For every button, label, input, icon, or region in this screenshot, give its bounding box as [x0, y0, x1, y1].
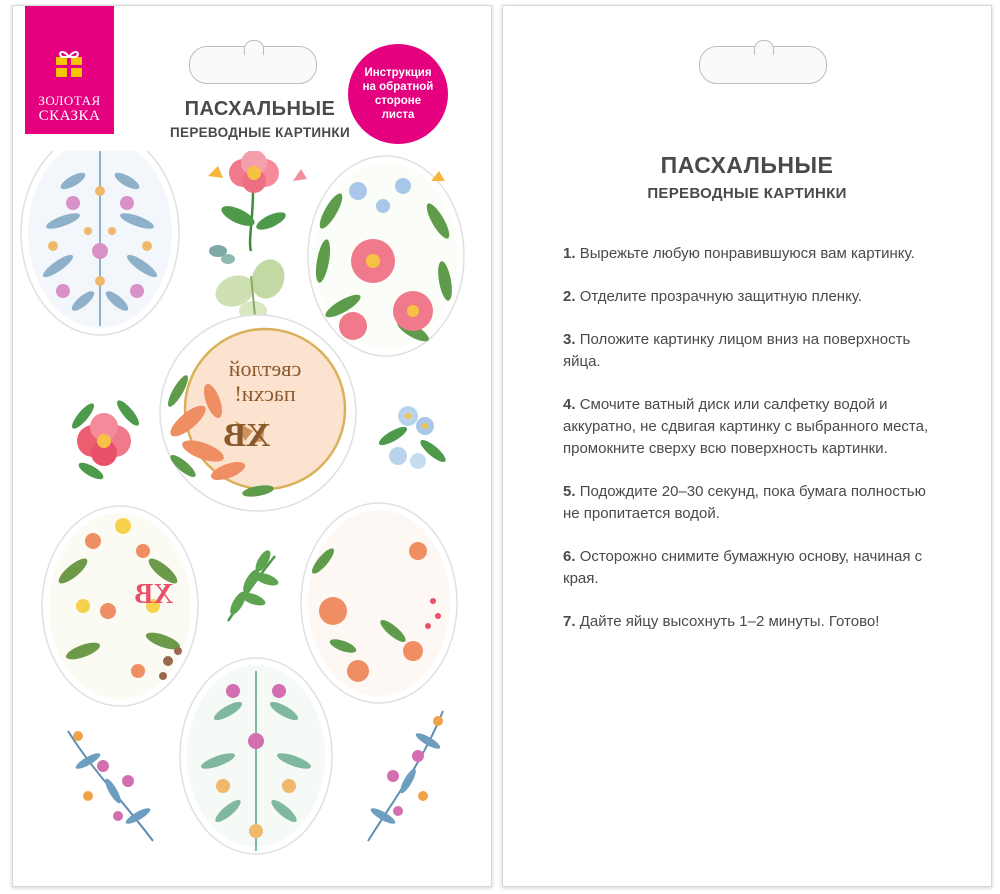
bottom-left-flowers-sticker: [68, 731, 153, 841]
brand-logo: [25, 6, 114, 134]
back-subtitle: ПЕРЕВОДНЫЕ КАРТИНКИ: [647, 185, 847, 202]
step-text: Подождите 20–30 секунд, пока бумага полностью не пропитается водой.: [563, 483, 926, 522]
easter-wreath-sticker: [160, 315, 356, 511]
instruction-badge: [348, 44, 448, 144]
step-number: 1.: [563, 245, 576, 262]
hang-hole: [699, 46, 827, 84]
back-title: ПАСХАЛЬНЫЕ: [660, 152, 834, 178]
back-card: [502, 5, 992, 887]
badge-line: на обратной: [362, 81, 434, 93]
front-title: ПАСХАЛЬНЫЕ: [184, 98, 336, 120]
step-text: Дайте яйцу высохнуть 1–2 минуты. Готово!: [579, 613, 880, 630]
instruction-steps: [563, 243, 935, 654]
instruction-step: [563, 243, 935, 265]
blue-flower-sticker: [377, 406, 449, 469]
step-number: 5.: [563, 483, 576, 500]
egg-monogram: ХВ: [134, 579, 174, 610]
step-text: Осторожно снимите бумажную основу, начиная с края.: [563, 548, 923, 587]
leaf-branch-sticker: [227, 548, 280, 621]
small-butterfly-sticker: [209, 245, 235, 264]
step-text: Отделите прозрачную защитную пленку.: [579, 288, 862, 305]
step-number: 2.: [563, 288, 576, 305]
mixed-floral-egg: [42, 506, 198, 706]
instruction-step: [563, 611, 935, 633]
green-floral-egg: [308, 156, 464, 356]
instruction-step: [563, 329, 935, 373]
instruction-step: [563, 481, 935, 525]
pastel-floral-egg: [180, 658, 332, 854]
front-subtitle: ПЕРЕВОДНЫЕ КАРТИНКИ: [170, 125, 350, 140]
orange-floral-egg: [301, 503, 457, 703]
instruction-step: [563, 286, 935, 308]
step-number: 6.: [563, 548, 576, 565]
wreath-text-line-2: пасхи!: [234, 381, 296, 406]
blue-floral-egg: [21, 151, 179, 335]
badge-line: Инструкция: [364, 67, 432, 79]
bottom-right-flowers-sticker: [368, 711, 443, 841]
pink-flower-sticker: [208, 151, 307, 251]
step-number: 3.: [563, 331, 576, 348]
wreath-text-line-1: светлой: [228, 356, 302, 381]
instruction-step: [563, 546, 935, 590]
gift-icon: [53, 48, 85, 78]
step-text: Смочите ватный диск или салфетку водой и аккуратно, не сдвигая картинку с выбранного места, промокните сверху всю поверхность картинки.: [563, 396, 929, 457]
badge-line: листа: [381, 109, 415, 121]
wreath-monogram: ХВ: [223, 417, 271, 454]
sticker-sheet: [13, 151, 491, 881]
hang-hole: [189, 46, 317, 84]
logo-line-1: ЗОЛОТАЯ: [38, 93, 101, 108]
green-butterfly-sticker: [211, 255, 290, 321]
step-number: 7.: [563, 613, 576, 630]
red-flower-sticker: [69, 398, 142, 483]
logo-line-2: СКАЗКА: [38, 108, 101, 124]
badge-line: стороне: [374, 95, 422, 107]
step-text: Вырежьте любую понравившуюся вам картинку.: [579, 245, 915, 262]
back-title-block: [503, 152, 991, 202]
front-card: [12, 5, 492, 887]
step-number: 4.: [563, 396, 576, 413]
step-text: Положите картинку лицом вниз на поверхность яйца.: [563, 331, 911, 370]
instruction-step: [563, 394, 935, 460]
sticker-illustrations: [13, 151, 491, 881]
